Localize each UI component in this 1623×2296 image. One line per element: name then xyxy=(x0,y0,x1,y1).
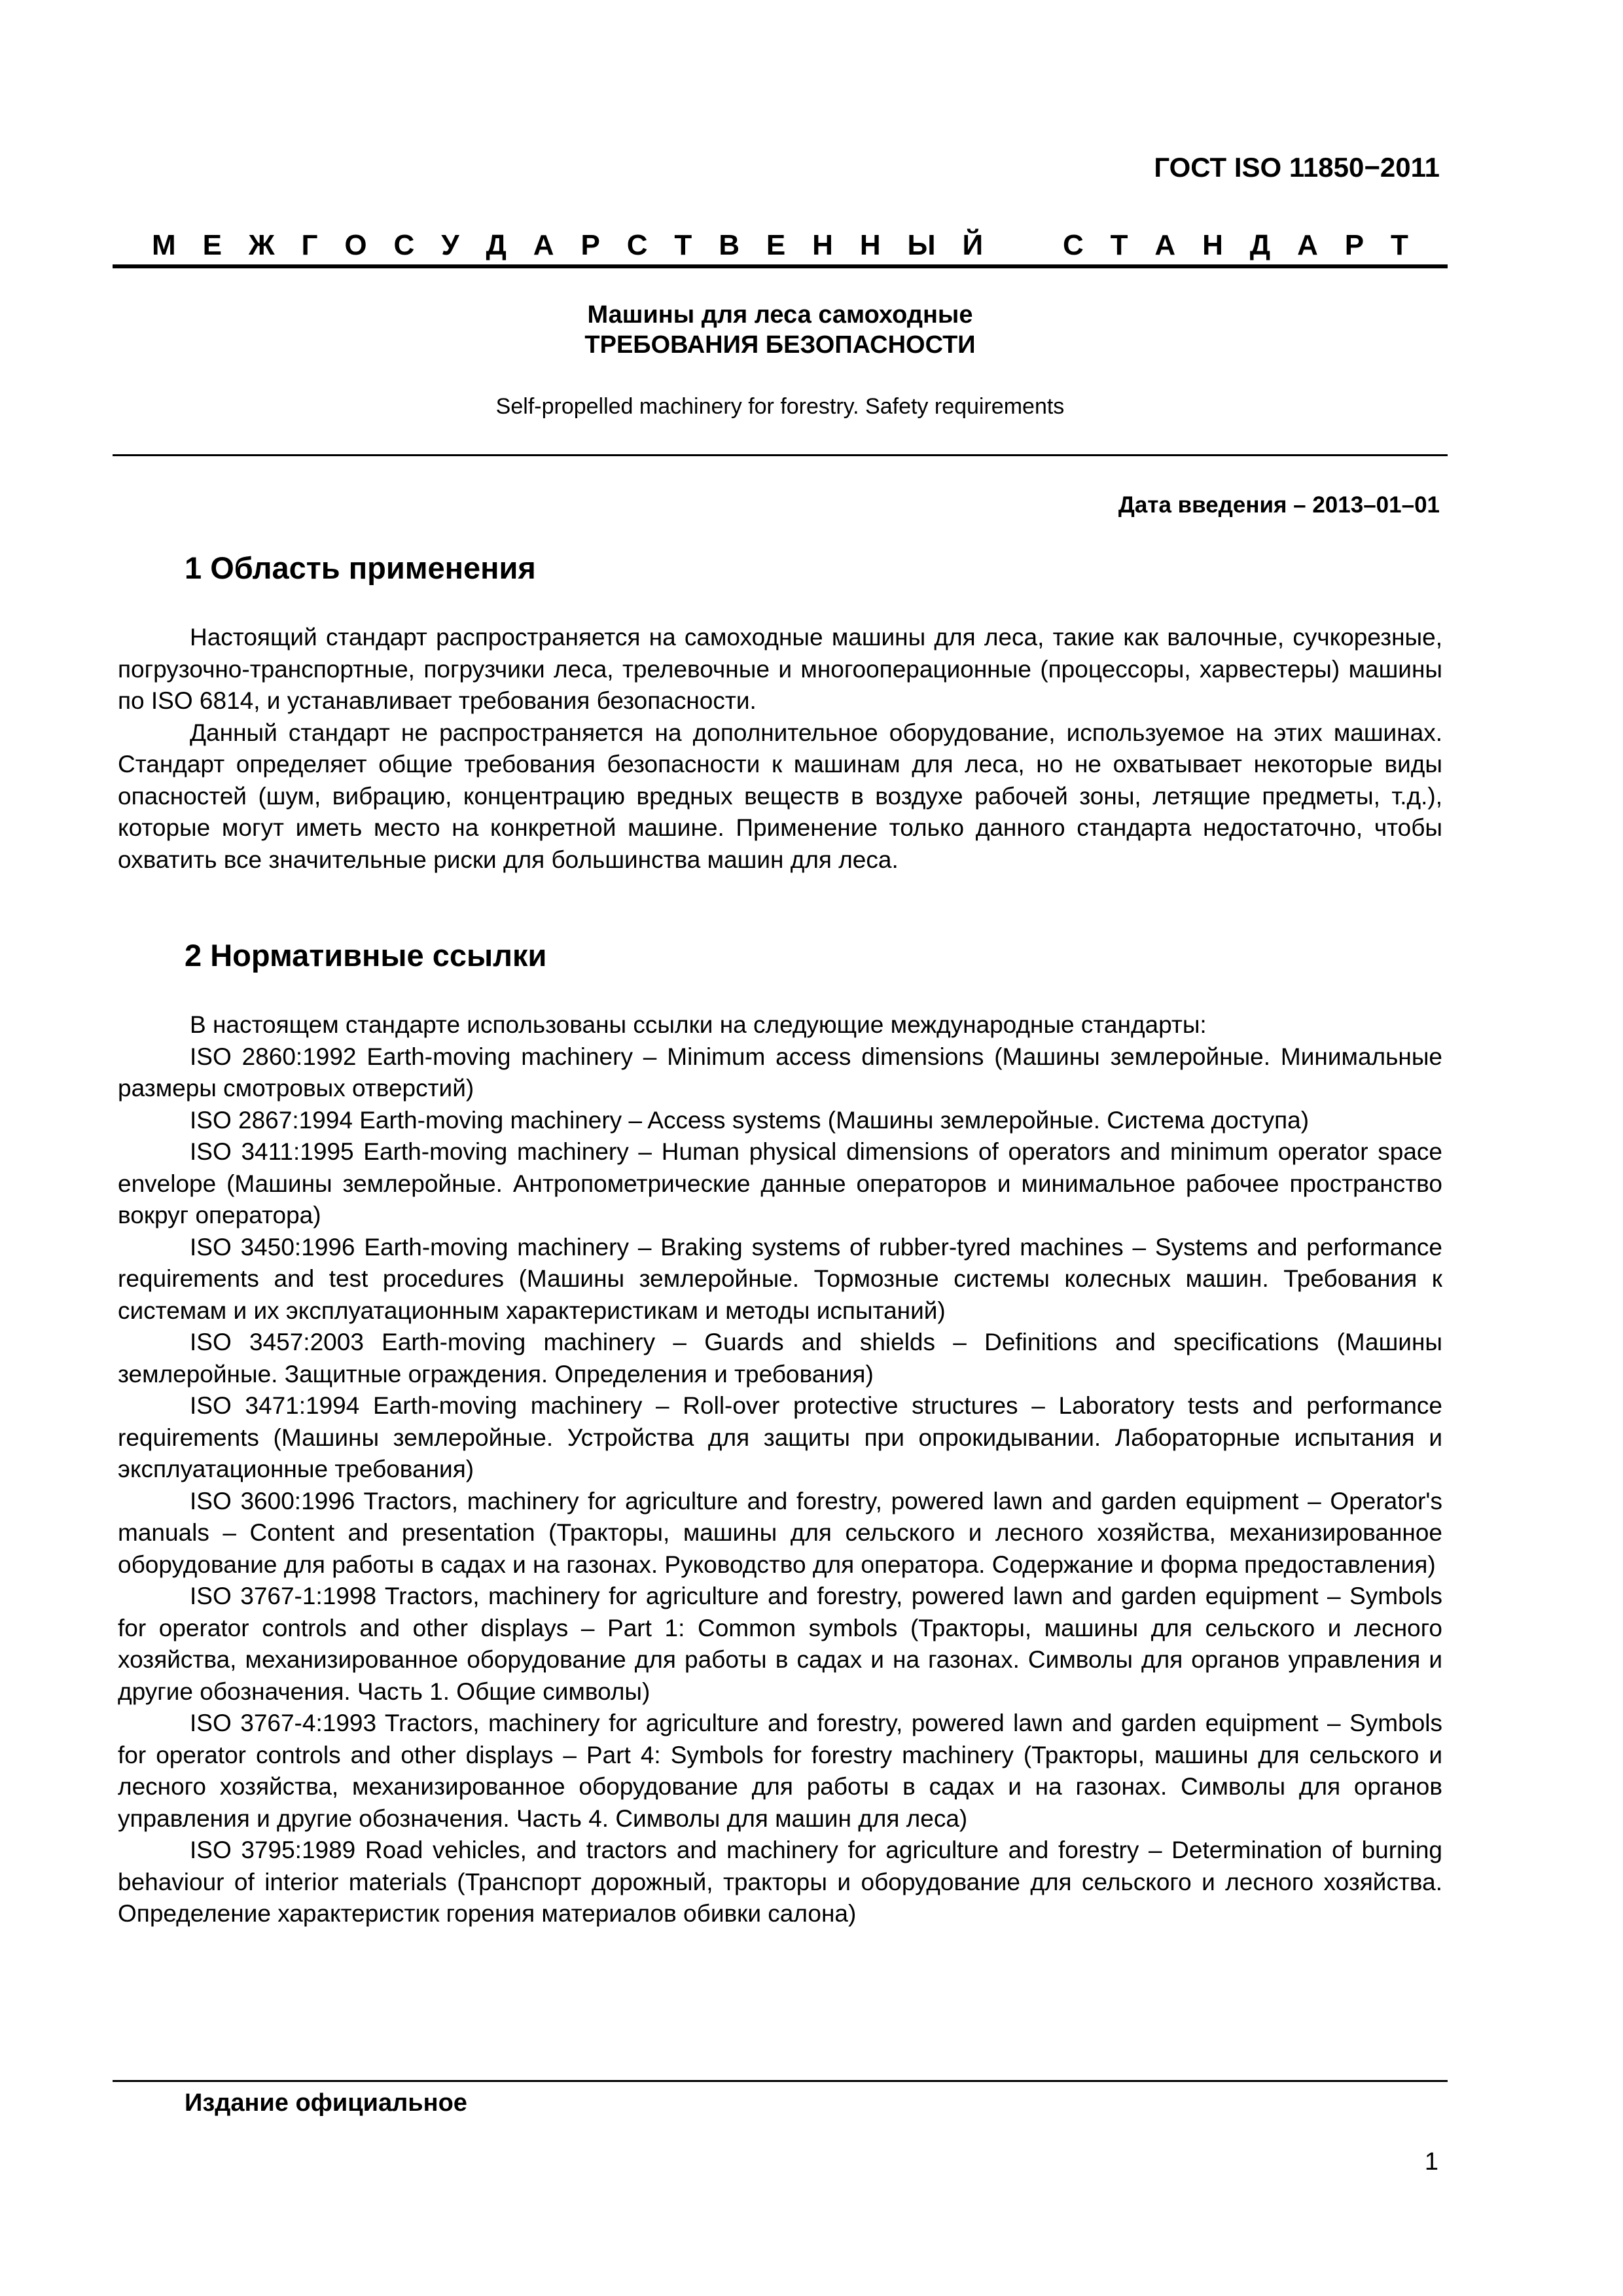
reference-item: ISO 3767-4:1993 Tractors, machinery for agriculture and forestry, powered lawn and garden equipment – Symbols for operator controls and other displays – Part 4: Symbols for forestry machinery (Тракторы, машины для сельского и лесного хозяйства, механизированное оборудование для работы в садах и на газонах. Символы для органов управления и другие обозначения. Часть 4. Символы для машин для леса) xyxy=(118,1710,1442,1832)
banner-word-gap xyxy=(1010,229,1036,262)
banner-letter: Н xyxy=(859,229,881,261)
banner-letter: В xyxy=(719,229,740,261)
banner-letter: С xyxy=(393,229,415,261)
banner-letter: Д xyxy=(1249,229,1271,261)
banner-letter: Т xyxy=(1391,229,1408,261)
standard-number: ГОСТ ISO 11850−2011 xyxy=(1154,152,1440,183)
banner-letter: А xyxy=(1154,229,1176,261)
introduction-date: Дата введения – 2013–01–01 xyxy=(1118,492,1440,518)
banner-letter: О xyxy=(344,229,367,261)
title-divider xyxy=(113,454,1448,456)
banner-letter: Е xyxy=(202,229,222,261)
paragraph: В настоящем стандарте использованы ссылки на следующие международные стандарты: xyxy=(190,1011,1207,1038)
banner-letter: Е xyxy=(766,229,786,261)
banner-letter: Т xyxy=(1110,229,1128,261)
banner-letter: Н xyxy=(1202,229,1223,261)
banner-letter: Р xyxy=(580,229,600,261)
banner-letter: Ж xyxy=(248,229,275,261)
banner-letter: С xyxy=(626,229,648,261)
reference-item: ISO 2867:1994 Earth-moving machinery – Access systems (Машины землеройные. Система доступа) xyxy=(190,1106,1310,1134)
banner-letter: Т xyxy=(674,229,692,261)
interstate-standard-banner xyxy=(113,229,1448,262)
reference-item: ISO 3767-1:1998 Tractors, machinery for agriculture and forestry, powered lawn and garden equipment – Symbols for operator controls and other displays – Part 1: Common symbols (Тракторы, машины для сельского и лесного хозяйства, механизированное оборудование для работы в садах и на газонах. Символы для органов управления и другие обозначения. Часть 1. Общие символы) xyxy=(118,1583,1442,1705)
title-line-1: Машины для леса самоходные xyxy=(587,301,973,329)
section-1-body xyxy=(118,622,1442,876)
banner-letter: Н xyxy=(812,229,833,261)
banner-letter: Р xyxy=(1344,229,1364,261)
section-2-heading: 2 Нормативные ссылки xyxy=(185,938,547,973)
paragraph: Данный стандарт не распространяется на дополнительное оборудование, используемое на этих машинах. Стандарт определяет общие требования безопасности к машинам для леса, но не охватывает некоторые виды опасностей (шум, вибрацию, концентрацию вредных веществ в воздухе рабочей зоны, летящие предметы, т.д.), которые могут иметь место на конкретной машине. Применение только данного стандарта недостаточно, чтобы охватить все значительные риски для большинства машин для леса. xyxy=(118,719,1442,873)
official-edition-label: Издание официальное xyxy=(185,2089,467,2117)
banner-letter: С xyxy=(1062,229,1084,261)
reference-item: ISO 3457:2003 Earth-moving machinery – Guards and shields – Definitions and specifications (Машины землеройные. Защитные ограждения. Определения и требования) xyxy=(118,1329,1442,1388)
document-title-russian xyxy=(113,300,1448,360)
banner-letter: А xyxy=(1297,229,1318,261)
reference-item: ISO 3450:1996 Earth-moving machinery – Braking systems of rubber-tyred machines – Systems and performance requirements and test procedures (Машины землеройные. Тормозные системы колесных машин. Требования к системам и их эксплуатационным характеристикам и методы испытаний) xyxy=(118,1233,1442,1324)
banner-letter: Й xyxy=(962,229,984,261)
reference-item: ISO 2860:1992 Earth-moving machinery – Minimum access dimensions (Машины землеройные. Минимальные размеры смотровых отверстий) xyxy=(118,1043,1442,1102)
banner-letter: Д xyxy=(486,229,507,261)
page-number: 1 xyxy=(1424,2148,1438,2176)
title-line-2: ТРЕБОВАНИЯ БЕЗОПАСНОСТИ xyxy=(584,331,976,359)
reference-item: ISO 3471:1994 Earth-moving machinery – Roll-over protective structures – Laboratory tests and performance requirements (Машины землеройные. Устройства для защиты при опрокидывании. Лабораторные испытания и эксплуатационные требования) xyxy=(118,1392,1442,1482)
document-title-english: Self-propelled machinery for forestry. Safety requirements xyxy=(495,394,1065,419)
paragraph: Настоящий стандарт распространяется на самоходные машины для леса, такие как валочные, сучкорезные, погрузочно-транспортные, погрузчики леса, трелевочные и многооперационные (процессоры, харвестеры) машины по ISO 6814, и устанавливает требования безопасности. xyxy=(118,624,1442,714)
section-1-heading: 1 Область применения xyxy=(185,550,536,585)
reference-item: ISO 3411:1995 Earth-moving machinery – Human physical dimensions of operators and minimum operator space envelope (Машины землеройные. Антропометрические данные операторов и минимальное рабочее пространство вокруг оператора) xyxy=(118,1138,1442,1229)
reference-item: ISO 3795:1989 Road vehicles, and tractors and machinery for agriculture and forestry – Determination of burning behaviour of interior materials (Транспорт дорожный, тракторы и оборудование для сельского и лесного хозяйства. Определение характеристик горения материалов обивки салона) xyxy=(118,1837,1442,1927)
banner-letter: Ы xyxy=(907,229,936,261)
reference-item: ISO 3600:1996 Tractors, machinery for agriculture and forestry, powered lawn and garden equipment – Operator's manuals – Content and presentation (Тракторы, машины для сельского и лесного хозяйства, механизированное оборудование для работы в садах и на газонах. Руководство для оператора. Содержание и форма предоставления) xyxy=(118,1487,1442,1578)
header-divider xyxy=(113,264,1448,268)
banner-letter: У xyxy=(441,229,459,261)
banner-letter: Г xyxy=(301,229,318,261)
banner-letter: А xyxy=(533,229,554,261)
banner-letter: М xyxy=(152,229,176,261)
section-2-body xyxy=(118,1009,1442,1930)
footer-divider xyxy=(113,2080,1448,2082)
